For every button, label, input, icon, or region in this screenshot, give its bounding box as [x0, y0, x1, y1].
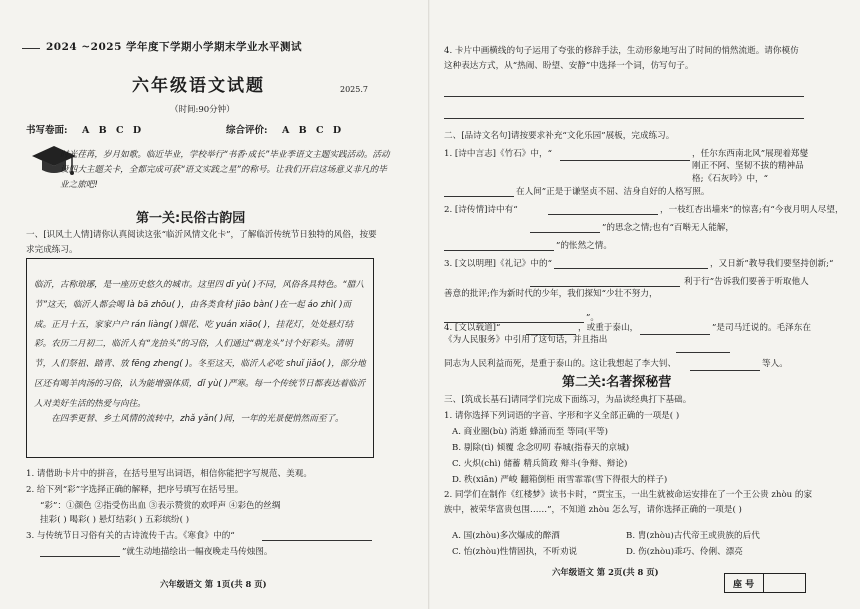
seat-divider [763, 574, 764, 592]
q1-3b: ”就生动地描绘出一幅夜晚走马传烛图。 [122, 547, 273, 557]
q3-heading: 三、[筑成长基石]请同学们完成下面练习，为品读经典打下基础。 [444, 395, 692, 405]
r1-blank1[interactable] [560, 160, 690, 161]
r1-blank2[interactable] [444, 196, 514, 197]
q1-1: 1. 请借助卡片中的拼音，在括号里写出词语，相信你能把字写规范、美观。 [26, 469, 312, 479]
seat-number-box[interactable] [724, 573, 806, 593]
q4-line1[interactable] [444, 96, 804, 97]
r4c: ”是司马迁说的。毛泽东在《为人民服务》中引用了这句话，并且指出 [444, 323, 811, 346]
q3-2-option-c: C. 怡(zhòu)性情固执，不听劝说 [452, 547, 578, 557]
q2-heading: 二、[品诗文名句]请按要求补充“文化乐园”展板，完成练习。 [444, 131, 675, 141]
section2-title: 第二关:名著探秘营 [562, 375, 672, 390]
q3-1-option-b: B. 剔除(tì) 倾覆 念念叨叨 春城(指春天的京城) [452, 443, 630, 453]
header-dash [22, 48, 40, 49]
exam-date: 2025.7 [340, 85, 368, 94]
q3-1-option-c: C. 火炽(chì) 储蓄 精兵简政 辩斗(争辩、辩论) [452, 459, 628, 469]
writing-grades: A B C D [82, 125, 145, 136]
card-text: 临沂，古称琅琊，是一座历史悠久的城市。这里四 dī yù( )不同，风俗各具特色。“腊八节”这天，临沂人都会喝 là bā zhōu( )，由各类食材 jiāo bàn( )在一起 áo zhì( )而成。正月十五，家家户户 rán liàng( )烟花、吃 yuán xiāo( )，挂花灯，处处悬灯结彩。农历二月初二，临沂人有“龙抬头”的习俗，人们通过“剃龙头”讨个好彩头。清明节，人们祭祖、踏青、放 fēng zheng( )。冬至这天，临沂人必吃 shuǐ jiǎo( )，部分地区还有喝羊肉汤的习俗，认为能增强体质，dǐ yù( )严寒。每一个传统节日都表达着临沂人对美好生活的热爱与向往。 [34, 280, 366, 409]
r1c: 在人间”正是于谦坚贞不屈、洁身自好的人格写照。 [516, 187, 710, 197]
r3c: 利于行”告诉我们要善于听取他人善意的批评;作为新时代的少年，我们探知“少壮不努力， [444, 277, 809, 300]
exam-time: （时间:90分钟） [170, 105, 235, 115]
r2d: ”的怅然之情。 [556, 241, 612, 251]
page2-footer: 六年级语文 第 2页(共 8 页) [552, 567, 659, 577]
r2a: 2. [诗传情]诗中有“ [444, 205, 518, 215]
q1-3: 3. 与传统节日习俗有关的古诗流传千古。《寒食》中的“ [26, 531, 235, 541]
q1-3-blank[interactable] [262, 540, 372, 541]
seat-label: 座 号 [733, 580, 755, 590]
intro-text: 时光荏苒，岁月如歌。临近毕业，学校举行“书香·成长”毕业季语文主题实践活动。活动设四大主题关卡，全都完成可获“语文实践之星”的称号。让我们开启这场意义非凡的毕业之旅吧! [60, 150, 390, 191]
r4e: 等人。 [762, 359, 788, 369]
r2b: ，一枝红杏出墙来”的惊喜;有“今夜月明人尽望， [660, 205, 844, 215]
writing-label: 书写卷面: [26, 125, 68, 136]
r1a: 1. [诗中言志]《竹石》中，“ [444, 149, 552, 159]
exam-title: 六年级语文试题 [132, 76, 265, 96]
r4a: 4. [文以载道]“ [444, 323, 501, 333]
q3-2-option-b: B. 胄(zhòu)古代帝王或贵族的后代 [626, 531, 760, 541]
r2-blank1[interactable] [548, 214, 658, 215]
r2-blank2[interactable] [530, 232, 600, 233]
overall-label: 综合评价: [226, 125, 268, 136]
overall-grades: A B C D [282, 125, 345, 136]
r2-blank3[interactable] [444, 250, 554, 251]
q1-heading: 一、[识风土人情]请你认真阅读这张“临沂风情文化卡”，了解临沂传统节日独特的风俗，按要求完成练习。 [26, 230, 377, 255]
q4: 4. 卡片中画横线的句子运用了夸张的修辞手法，生动形象地写出了时间的悄然流逝。请你模仿这种表达方式，从“热闹、盼望、安静”中选择一个词，仿写句子。 [444, 46, 799, 72]
q4-line2[interactable] [444, 118, 804, 119]
page1-footer: 六年级语文 第 1页(共 8 页) [160, 579, 267, 589]
q1-2-words: 挂彩( ) 喝彩( ) 悬灯结彩( ) 五彩缤纷( ) [40, 515, 190, 525]
q1-3-blank2[interactable] [40, 556, 120, 557]
q3-1-option-a: A. 商业圈(bù) 消逝 蜂涌而至 等同(平等) [452, 427, 609, 437]
r4-blank4[interactable] [690, 370, 760, 371]
r1b: ，任尔东西南北风”展现着郑燮刚正不阿、坚韧不拔的精神品格;《石灰吟》中，“ [692, 149, 809, 184]
q3-2: 2. 同学们在制作《红楼梦》读书卡时，“贾宝玉，一出生就被命运安排在了一个王公贵 zhòu 的家族中，被荣华富贵包围……”，不知道 zhòu 怎么写，请你选择正确的一项是( ) [444, 490, 813, 516]
q3-1: 1. 请你选择下列词语的字音、字形和字义全部正确的一项是( ) [444, 411, 680, 421]
r4-blank3[interactable] [676, 352, 730, 353]
header-title: 2024 ~2025 学年度下学期小学期末学业水平测试 [46, 41, 303, 53]
r3d: ”。 [586, 313, 599, 323]
q1-2: 2. 给下列“彩”字选择正确的解释，把序号填写在括号里。 [26, 485, 244, 495]
r2c: ”的思念之情;也有“百啭无人能解， [602, 223, 734, 233]
q3-2-option-d: D. 伤(zhòu)乖巧、伶俐、漂亮 [626, 547, 743, 557]
r3-blank1[interactable] [554, 268, 708, 269]
r3a: 3. [文以明理]《礼记》中的“ [444, 259, 552, 269]
section1-title: 第一关:民俗古韵园 [136, 211, 246, 226]
r4d: 同志为人民利益而死，是重于泰山的。这让我想起了李大钊、 [444, 359, 677, 369]
right-page [430, 0, 860, 609]
q3-1-option-d: D. 秩(xiān) 严峻 翻箱倒柜 雨雪霏霏(雪下得很大的样子) [452, 475, 668, 485]
q3-2-option-a: A. 国(zhòu)多次爆成的醉酒 [452, 531, 560, 541]
r4b: ，或重于泰山， [578, 323, 639, 333]
r3b: ，又日新”教导我们要坚持创新;“ [710, 259, 834, 269]
card-text-underlined: 在四季更替、乡土风情的流转中，zhǎ yǎn( )间，一年的光景便悄然而至了。 [51, 414, 344, 424]
q1-2-options: “彩”：①颜色 ②指受伤出血 ③表示赞赏的欢呼声 ④彩色的丝绸 [40, 501, 281, 511]
